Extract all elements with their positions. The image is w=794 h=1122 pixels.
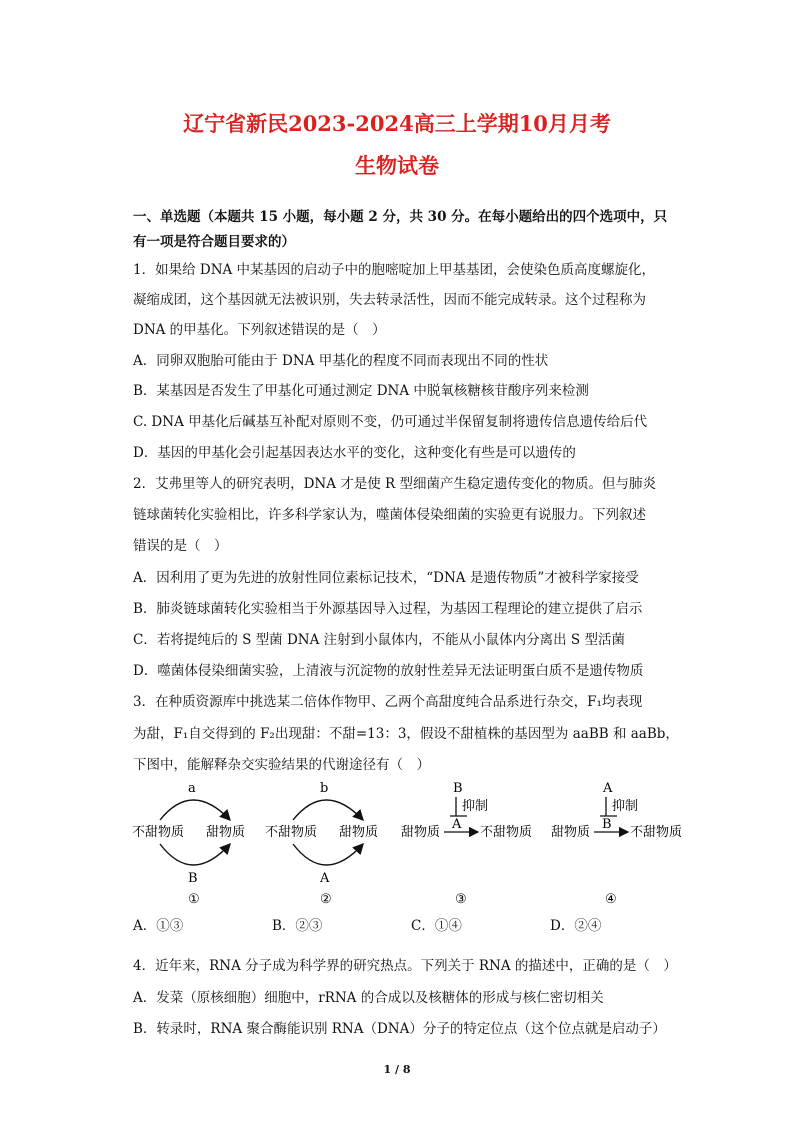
q3-stem-2: 为甜，F₁自交得到的 F₂出现甜：不甜=13：3，假设不甜植株的基因型为 aaBB 和 aaBb，	[133, 726, 679, 742]
d4-inhibit-label: 抑制	[612, 799, 639, 814]
d1-left: 不甜物质	[132, 825, 185, 840]
page-title: 辽宁省新民2023-2024高三上学期10月月考	[183, 111, 611, 136]
pathway-3	[401, 781, 532, 907]
q1-stem-1: 1．如果给 DNA 中某基因的启动子中的胞嘧啶加上甲基基团，会使染色质高度螺旋化，	[133, 262, 656, 278]
q1-option-a: A．同卵双胞胎可能由于 DNA 甲基化的程度不同而表现出不同的性状	[133, 353, 549, 369]
page-number: 1 / 8	[383, 1063, 411, 1076]
d4-left: 甜物质	[551, 825, 591, 840]
d4-inhibitor: A	[603, 781, 613, 796]
q1-stem-3: DNA 的甲基化。下列叙述错误的是（ ）	[133, 322, 386, 338]
d4-enzyme: B	[602, 817, 612, 832]
d3-inhibit-label: 抑制	[462, 799, 489, 814]
q2-stem-3: 错误的是（ ）	[133, 538, 228, 554]
q1-option-c: C. DNA 甲基化后碱基互补配对原则不变，仍可通过半保留复制将遗传信息遗传给后代	[133, 414, 648, 430]
d4-right: 不甜物质	[630, 825, 683, 840]
pathway-2	[265, 781, 378, 907]
metabolic-pathway-diagram	[130, 778, 700, 908]
section-heading-cont: 有一项是符合题目要求的）	[133, 234, 295, 250]
pathway-1	[132, 781, 245, 907]
d1-num: ①	[188, 892, 200, 907]
d2-left: 不甜物质	[265, 825, 318, 840]
d2-right: 甜物质	[339, 825, 379, 840]
d2-bottom-label: A	[320, 871, 330, 886]
page-subtitle: 生物试卷	[355, 153, 439, 178]
pathway-4	[551, 781, 682, 907]
q3-option-a: A．①③	[133, 918, 184, 934]
d1-top-label: a	[188, 781, 196, 796]
d1-bottom-label: B	[188, 871, 198, 886]
d3-inhibitor: B	[453, 781, 463, 796]
q4-option-b: B．转录时，RNA 聚合酶能识别 RNA（DNA）分子的特定位点（这个位点就是启动子）	[133, 1021, 666, 1037]
section-heading: 一、单选题（本题共 15 小题，每小题 2 分，共 30 分。在每小题给出的四个选项中，只	[133, 209, 668, 225]
q3-stem-1: 3．在种质资源库中挑选某二倍体作物甲、乙两个高甜度纯合品系进行杂交，F₁均表现	[133, 694, 643, 710]
q2-option-c: C．若将提纯后的 S 型菌 DNA 注射到小鼠体内，不能从小鼠体内分离出 S 型活菌	[133, 632, 625, 648]
d2-top-label: b	[320, 781, 329, 796]
q2-option-a: A．因利用了更为先进的放射性同位素标记技术，“DNA 是遗传物质”才被科学家接受	[133, 570, 639, 586]
q4-option-a: A．发菜（原核细胞）细胞中，rRNA 的合成以及核糖体的形成与核仁密切相关	[133, 990, 604, 1006]
d3-right: 不甜物质	[480, 825, 533, 840]
q1-stem-2: 凝缩成团，这个基因就无法被识别，失去转录活性，因而不能完成转录。这个过程称为	[133, 292, 646, 308]
d1-right: 甜物质	[206, 825, 246, 840]
q1-option-d: D．基因的甲基化会引起基因表达水平的变化，这种变化有些是可以遗传的	[133, 445, 576, 461]
q3-option-d: D．②④	[550, 918, 602, 934]
q1-option-b: B．某基因是否发生了甲基化可通过测定 DNA 中脱氧核糖核苷酸序列来检测	[133, 383, 589, 399]
q2-option-d: D．噬菌体侵染细菌实验，上清液与沉淀物的放射性差异无法证明蛋白质不是遗传物质	[133, 663, 644, 679]
q3-option-c: C．①④	[411, 918, 462, 934]
q4-stem: 4．近年来，RNA 分子成为科学界的研究热点。下列关于 RNA 的描述中，正确的是（ ）	[133, 958, 677, 974]
q2-stem-1: 2．艾弗里等人的研究表明，DNA 才是使 R 型细菌产生稳定遗传变化的物质。但与肺炎	[133, 476, 657, 492]
d3-num: ③	[455, 892, 467, 907]
q2-stem-2: 链球菌转化实验相比，许多科学家认为，噬菌体侵染细菌的实验更有说服力。下列叙述	[133, 507, 646, 523]
d3-enzyme: A	[452, 817, 462, 832]
q2-option-b: B．肺炎链球菌转化实验相当于外源基因导入过程，为基因工程理论的建立提供了启示	[133, 601, 643, 617]
d3-left: 甜物质	[401, 825, 441, 840]
q3-option-b: B．②③	[272, 918, 323, 934]
d4-num: ④	[605, 892, 617, 907]
d2-num: ②	[320, 892, 332, 907]
q3-stem-3: 下图中，能解释杂交实验结果的代谢途径有（ ）	[133, 757, 430, 773]
